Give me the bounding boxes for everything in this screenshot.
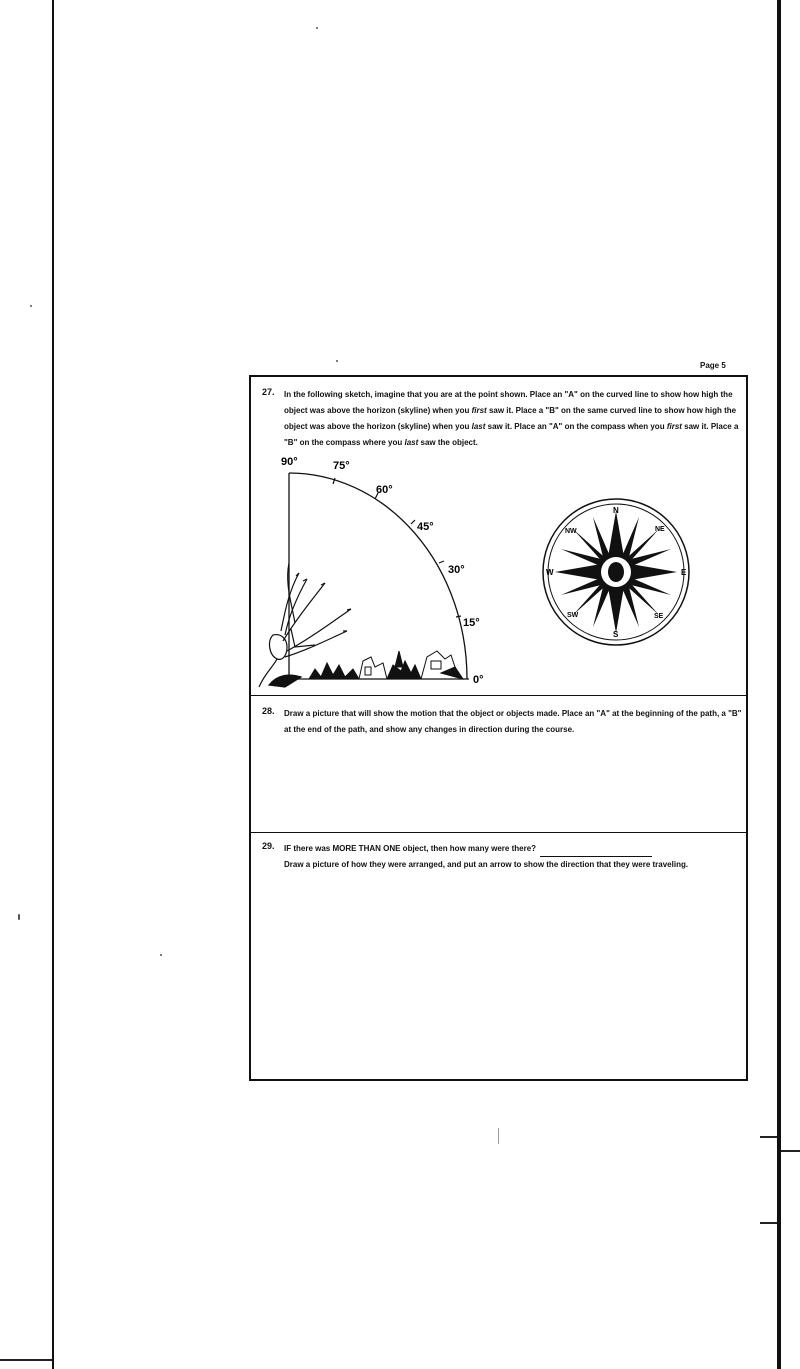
question-text: In the following sketch, imagine that you are at the point shown. Place an "A" on the curved line to show how high the object was above the horizon (skyline) when you first saw it. Place a "B" on the same curved line to show how high the object was above the horizon (skyline) when you last saw it. Place an "A" on the compass when you first saw it. Place a "B" on the compass where you last saw the object. <box>284 390 739 447</box>
scan-tick-mark <box>760 1136 777 1138</box>
emphasis-first: first <box>471 406 487 415</box>
question-28[interactable] <box>251 696 746 833</box>
angle-label-0: 0° <box>473 674 484 686</box>
emphasis-last: last <box>404 438 419 447</box>
question-number: 28. <box>262 706 275 716</box>
question-number: 27. <box>262 387 275 397</box>
scan-border-bottom <box>0 1359 52 1361</box>
compass-label-s: S <box>613 630 619 639</box>
compass-center-dot <box>608 562 624 582</box>
compass-label-w: W <box>546 568 554 577</box>
compass-label-e: E <box>681 568 687 577</box>
scan-speck <box>30 305 32 307</box>
compass-rose <box>541 497 691 647</box>
question-27 <box>251 377 746 696</box>
scan-border-right <box>777 0 781 1369</box>
emphasis-first: first <box>666 422 682 431</box>
compass-label-n: N <box>613 506 619 515</box>
scan-speck <box>160 954 162 956</box>
elevation-arc[interactable] <box>289 473 467 679</box>
question-number: 29. <box>262 841 275 851</box>
emphasis-last: last <box>471 422 486 431</box>
scan-border-left <box>52 0 54 1369</box>
arc-tick-marks <box>333 478 461 617</box>
compass-label-nw: NW <box>565 528 577 535</box>
compass-label-sw: SW <box>567 612 579 619</box>
scan-speck <box>18 914 20 920</box>
question-text <box>284 841 746 873</box>
scan-speck <box>498 1128 499 1144</box>
scan-speck <box>316 27 318 29</box>
question-sheet <box>249 375 748 1081</box>
answer-blank[interactable] <box>540 848 652 857</box>
scan-tick-mark <box>781 1150 800 1152</box>
question-text: Draw a picture that will show the motion that the object or objects made. Place an "A" at the beginning of the path, a "B" at the end of the path, and show any changes in direction during the course. <box>284 709 742 734</box>
question-29[interactable] <box>251 833 746 1079</box>
angle-label-15: 15° <box>463 617 480 629</box>
scan-tick-mark <box>760 1222 777 1224</box>
angle-label-75: 75° <box>333 460 350 472</box>
skyline-scenery <box>309 651 463 679</box>
count-question: IF there was MORE THAN ONE object, then how many were there? <box>284 844 537 853</box>
angle-label-30: 30° <box>448 564 465 576</box>
drawing-instruction: Draw a picture of how they were arranged, and put an arrow to show the direction that they were traveling. <box>284 860 689 869</box>
angle-label-60: 60° <box>376 484 393 496</box>
scan-speck <box>336 360 338 362</box>
compass-label-se: SE <box>654 613 664 620</box>
compass-label-ne: NE <box>655 526 665 533</box>
angle-label-90: 90° <box>281 456 298 468</box>
page-number: Page 5 <box>700 361 726 370</box>
elevation-sketch <box>255 451 493 695</box>
angle-label-45: 45° <box>417 521 434 533</box>
